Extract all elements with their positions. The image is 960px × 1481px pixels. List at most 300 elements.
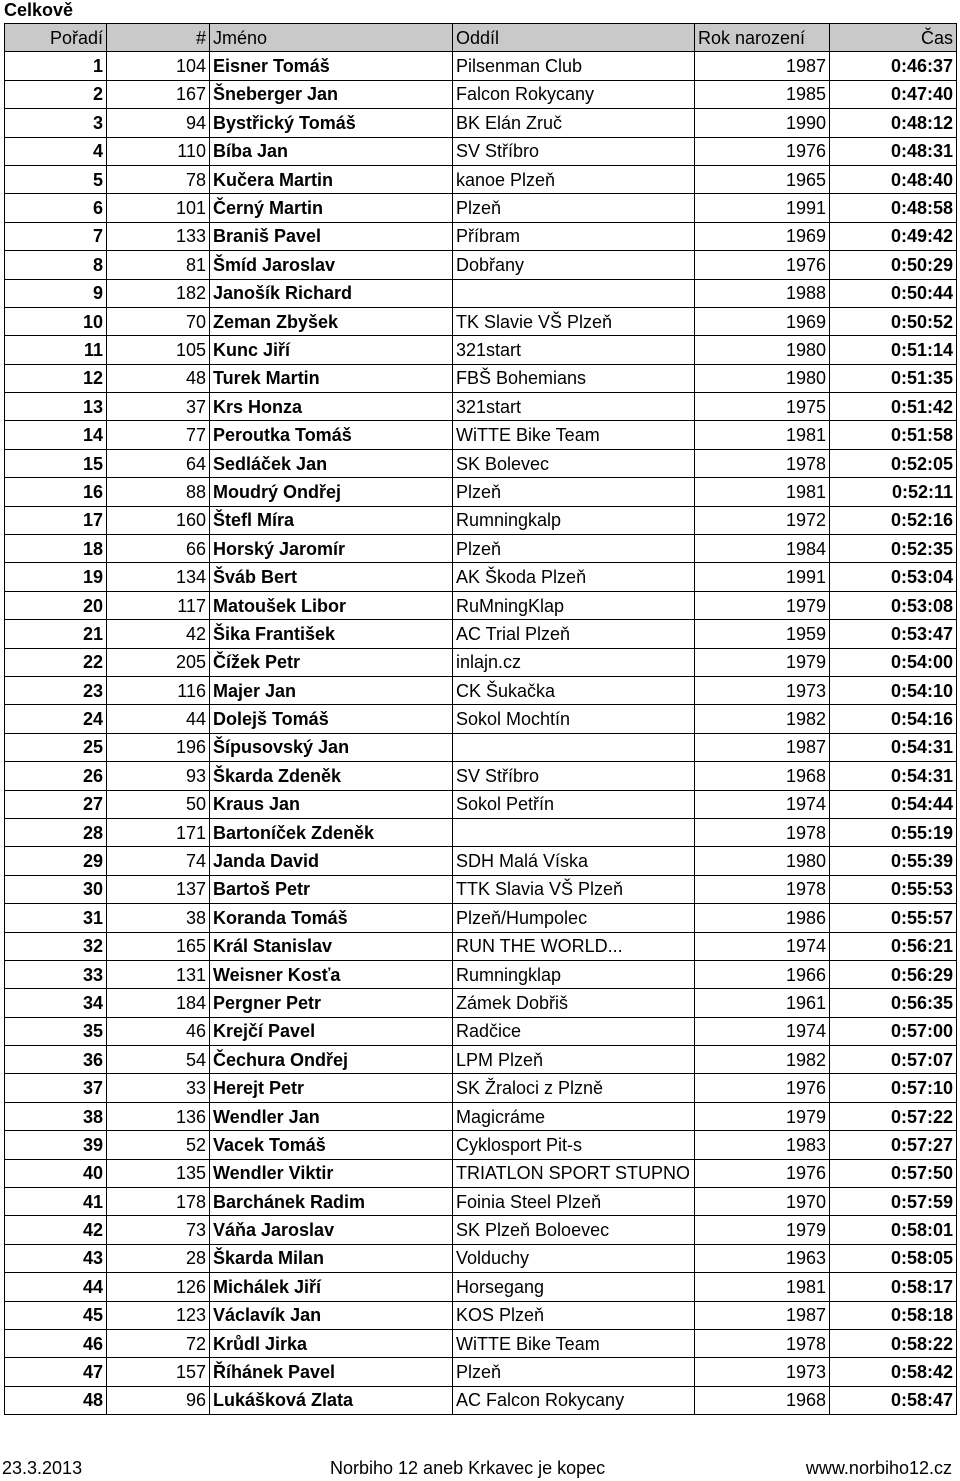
cell-club: Příbram <box>453 222 695 250</box>
table-row <box>5 449 957 477</box>
cell-name: Matoušek Libor <box>210 591 453 619</box>
results-table-body <box>5 52 957 1415</box>
cell-year: 1974 <box>695 790 830 818</box>
cell-time: 0:55:57 <box>830 904 957 932</box>
table-row <box>5 478 957 506</box>
cell-year: 1976 <box>695 251 830 279</box>
cell-rank: 38 <box>5 1102 107 1130</box>
cell-bib: 44 <box>107 705 210 733</box>
cell-time: 0:54:16 <box>830 705 957 733</box>
table-row <box>5 762 957 790</box>
cell-rank: 19 <box>5 563 107 591</box>
cell-club: Dobřany <box>453 251 695 279</box>
cell-time: 0:56:21 <box>830 932 957 960</box>
cell-name: Štefl Míra <box>210 506 453 534</box>
cell-time: 0:58:17 <box>830 1273 957 1301</box>
cell-rank: 40 <box>5 1159 107 1187</box>
table-row <box>5 535 957 563</box>
cell-name: Kučera Martin <box>210 165 453 193</box>
cell-bib: 73 <box>107 1216 210 1244</box>
cell-bib: 171 <box>107 818 210 846</box>
table-row <box>5 251 957 279</box>
cell-rank: 33 <box>5 960 107 988</box>
cell-year: 1976 <box>695 1074 830 1102</box>
table-row <box>5 1102 957 1130</box>
cell-bib: 136 <box>107 1102 210 1130</box>
cell-year: 1973 <box>695 676 830 704</box>
table-row <box>5 109 957 137</box>
cell-year: 1981 <box>695 478 830 506</box>
cell-rank: 24 <box>5 705 107 733</box>
cell-bib: 123 <box>107 1301 210 1329</box>
cell-time: 0:57:50 <box>830 1159 957 1187</box>
cell-rank: 20 <box>5 591 107 619</box>
table-row <box>5 1386 957 1414</box>
cell-club: Plzeň/Humpolec <box>453 904 695 932</box>
results-table <box>4 23 957 1415</box>
cell-name: Šika František <box>210 620 453 648</box>
cell-rank: 26 <box>5 762 107 790</box>
cell-name: Kraus Jan <box>210 790 453 818</box>
cell-time: 0:57:22 <box>830 1102 957 1130</box>
cell-year: 1974 <box>695 932 830 960</box>
cell-name: Bartoníček Zdeněk <box>210 818 453 846</box>
cell-year: 1978 <box>695 1329 830 1357</box>
cell-rank: 1 <box>5 52 107 80</box>
cell-rank: 9 <box>5 279 107 307</box>
cell-time: 0:51:42 <box>830 393 957 421</box>
cell-time: 0:57:27 <box>830 1131 957 1159</box>
footer-website: www.norbiho12.cz <box>805 1458 952 1478</box>
cell-year: 1959 <box>695 620 830 648</box>
cell-bib: 81 <box>107 251 210 279</box>
cell-year: 1975 <box>695 393 830 421</box>
cell-time: 0:57:07 <box>830 1046 957 1074</box>
cell-bib: 117 <box>107 591 210 619</box>
table-row <box>5 1301 957 1329</box>
cell-club: Plzeň <box>453 478 695 506</box>
cell-name: Šmíd Jaroslav <box>210 251 453 279</box>
cell-name: Šneberger Jan <box>210 80 453 108</box>
cell-time: 0:57:00 <box>830 1017 957 1045</box>
cell-name: Dolejš Tomáš <box>210 705 453 733</box>
cell-year: 1980 <box>695 364 830 392</box>
cell-bib: 105 <box>107 336 210 364</box>
cell-name: Kunc Jiří <box>210 336 453 364</box>
cell-year: 1972 <box>695 506 830 534</box>
cell-name: Turek Martin <box>210 364 453 392</box>
cell-rank: 21 <box>5 620 107 648</box>
column-header-bib: # <box>107 24 210 52</box>
cell-bib: 131 <box>107 960 210 988</box>
table-row <box>5 279 957 307</box>
cell-bib: 42 <box>107 620 210 648</box>
table-row <box>5 1329 957 1357</box>
table-row <box>5 989 957 1017</box>
cell-bib: 37 <box>107 393 210 421</box>
table-row <box>5 80 957 108</box>
cell-bib: 38 <box>107 904 210 932</box>
cell-club: AK Škoda Plzeň <box>453 563 695 591</box>
cell-rank: 27 <box>5 790 107 818</box>
cell-bib: 70 <box>107 307 210 335</box>
cell-bib: 48 <box>107 364 210 392</box>
cell-bib: 184 <box>107 989 210 1017</box>
cell-rank: 47 <box>5 1358 107 1386</box>
cell-bib: 110 <box>107 137 210 165</box>
cell-club: Plzeň <box>453 1358 695 1386</box>
cell-year: 1990 <box>695 109 830 137</box>
results-table-header <box>5 24 957 52</box>
cell-club: TRIATLON SPORT STUPNO <box>453 1159 695 1187</box>
cell-year: 1979 <box>695 1102 830 1130</box>
cell-name: Horský Jaromír <box>210 535 453 563</box>
cell-club: SK Žraloci z Plzně <box>453 1074 695 1102</box>
table-row <box>5 307 957 335</box>
cell-club: WiTTE Bike Team <box>453 1329 695 1357</box>
cell-bib: 50 <box>107 790 210 818</box>
cell-rank: 2 <box>5 80 107 108</box>
table-row <box>5 1017 957 1045</box>
cell-club: Sokol Mochtín <box>453 705 695 733</box>
cell-rank: 14 <box>5 421 107 449</box>
cell-rank: 22 <box>5 648 107 676</box>
cell-time: 0:49:42 <box>830 222 957 250</box>
cell-bib: 46 <box>107 1017 210 1045</box>
cell-name: Krs Honza <box>210 393 453 421</box>
cell-bib: 178 <box>107 1188 210 1216</box>
cell-club: SDH Malá Víska <box>453 847 695 875</box>
cell-rank: 8 <box>5 251 107 279</box>
cell-bib: 126 <box>107 1273 210 1301</box>
cell-club: WiTTE Bike Team <box>453 421 695 449</box>
cell-time: 0:55:53 <box>830 875 957 903</box>
cell-name: Eisner Tomáš <box>210 52 453 80</box>
table-row <box>5 1188 957 1216</box>
cell-year: 1979 <box>695 648 830 676</box>
table-row <box>5 648 957 676</box>
table-row <box>5 591 957 619</box>
cell-year: 1966 <box>695 960 830 988</box>
cell-name: Šípusovský Jan <box>210 733 453 761</box>
cell-club: Plzeň <box>453 194 695 222</box>
table-row <box>5 705 957 733</box>
column-header-rank: Pořadí <box>5 24 107 52</box>
column-header-year: Rok narození <box>695 24 830 52</box>
cell-club: RUN THE WORLD... <box>453 932 695 960</box>
cell-club: Cyklosport Pit-s <box>453 1131 695 1159</box>
table-row <box>5 222 957 250</box>
cell-year: 1976 <box>695 137 830 165</box>
cell-year: 1978 <box>695 449 830 477</box>
cell-time: 0:46:37 <box>830 52 957 80</box>
cell-time: 0:51:14 <box>830 336 957 364</box>
table-row <box>5 563 957 591</box>
cell-bib: 165 <box>107 932 210 960</box>
column-header-club: Oddíl <box>453 24 695 52</box>
cell-bib: 157 <box>107 1358 210 1386</box>
cell-time: 0:57:59 <box>830 1188 957 1216</box>
cell-time: 0:52:11 <box>830 478 957 506</box>
table-row <box>5 818 957 846</box>
cell-name: Václavík Jan <box>210 1301 453 1329</box>
table-row <box>5 960 957 988</box>
cell-club: CK Šukačka <box>453 676 695 704</box>
table-row <box>5 393 957 421</box>
cell-club: Foinia Steel Plzeň <box>453 1188 695 1216</box>
cell-year: 1981 <box>695 1273 830 1301</box>
cell-time: 0:54:31 <box>830 762 957 790</box>
cell-rank: 11 <box>5 336 107 364</box>
cell-time: 0:55:39 <box>830 847 957 875</box>
cell-year: 1982 <box>695 705 830 733</box>
cell-rank: 5 <box>5 165 107 193</box>
cell-bib: 116 <box>107 676 210 704</box>
cell-rank: 28 <box>5 818 107 846</box>
cell-name: Koranda Tomáš <box>210 904 453 932</box>
cell-name: Král Stanislav <box>210 932 453 960</box>
cell-year: 1978 <box>695 875 830 903</box>
cell-bib: 96 <box>107 1386 210 1414</box>
cell-bib: 137 <box>107 875 210 903</box>
table-row <box>5 194 957 222</box>
cell-name: Čížek Petr <box>210 648 453 676</box>
cell-bib: 28 <box>107 1244 210 1272</box>
cell-rank: 13 <box>5 393 107 421</box>
table-row <box>5 676 957 704</box>
cell-time: 0:58:22 <box>830 1329 957 1357</box>
cell-club: Sokol Petřín <box>453 790 695 818</box>
cell-name: Škarda Zdeněk <box>210 762 453 790</box>
cell-time: 0:52:16 <box>830 506 957 534</box>
cell-time: 0:48:58 <box>830 194 957 222</box>
cell-name: Říhánek Pavel <box>210 1358 453 1386</box>
cell-name: Peroutka Tomáš <box>210 421 453 449</box>
cell-time: 0:54:31 <box>830 733 957 761</box>
table-row <box>5 421 957 449</box>
table-row <box>5 52 957 80</box>
cell-time: 0:52:35 <box>830 535 957 563</box>
cell-year: 1974 <box>695 1017 830 1045</box>
cell-year: 1986 <box>695 904 830 932</box>
table-row <box>5 733 957 761</box>
table-row <box>5 1216 957 1244</box>
cell-rank: 15 <box>5 449 107 477</box>
cell-name: Wendler Viktir <box>210 1159 453 1187</box>
cell-club: Rumningkalp <box>453 506 695 534</box>
cell-bib: 133 <box>107 222 210 250</box>
cell-year: 1976 <box>695 1159 830 1187</box>
table-row <box>5 875 957 903</box>
cell-rank: 25 <box>5 733 107 761</box>
cell-bib: 77 <box>107 421 210 449</box>
table-row <box>5 904 957 932</box>
cell-time: 0:58:05 <box>830 1244 957 1272</box>
cell-year: 1980 <box>695 336 830 364</box>
cell-time: 0:53:47 <box>830 620 957 648</box>
cell-time: 0:50:44 <box>830 279 957 307</box>
cell-year: 1979 <box>695 591 830 619</box>
cell-time: 0:58:47 <box>830 1386 957 1414</box>
cell-name: Michálek Jiří <box>210 1273 453 1301</box>
cell-club: FBŠ Bohemians <box>453 364 695 392</box>
cell-club: SV Stříbro <box>453 137 695 165</box>
cell-year: 1969 <box>695 222 830 250</box>
cell-bib: 78 <box>107 165 210 193</box>
cell-rank: 41 <box>5 1188 107 1216</box>
cell-name: Pergner Petr <box>210 989 453 1017</box>
cell-name: Vacek Tomáš <box>210 1131 453 1159</box>
cell-time: 0:53:04 <box>830 563 957 591</box>
cell-year: 1985 <box>695 80 830 108</box>
table-row <box>5 790 957 818</box>
cell-year: 1987 <box>695 52 830 80</box>
cell-year: 1983 <box>695 1131 830 1159</box>
cell-year: 1969 <box>695 307 830 335</box>
cell-club: SK Plzeň Boloevec <box>453 1216 695 1244</box>
cell-name: Zeman Zbyšek <box>210 307 453 335</box>
cell-club: AC Trial Plzeň <box>453 620 695 648</box>
cell-rank: 29 <box>5 847 107 875</box>
cell-club: KOS Plzeň <box>453 1301 695 1329</box>
cell-name: Moudrý Ondřej <box>210 478 453 506</box>
cell-bib: 160 <box>107 506 210 534</box>
cell-rank: 23 <box>5 676 107 704</box>
cell-rank: 16 <box>5 478 107 506</box>
cell-club: Plzeň <box>453 535 695 563</box>
cell-year: 1965 <box>695 165 830 193</box>
cell-year: 1963 <box>695 1244 830 1272</box>
cell-club: Pilsenman Club <box>453 52 695 80</box>
cell-name: Wendler Jan <box>210 1102 453 1130</box>
table-row <box>5 1273 957 1301</box>
cell-year: 1981 <box>695 421 830 449</box>
cell-time: 0:52:05 <box>830 449 957 477</box>
table-row <box>5 1131 957 1159</box>
cell-club: BK Elán Zruč <box>453 109 695 137</box>
cell-year: 1968 <box>695 762 830 790</box>
cell-year: 1991 <box>695 563 830 591</box>
cell-rank: 6 <box>5 194 107 222</box>
cell-rank: 12 <box>5 364 107 392</box>
cell-rank: 3 <box>5 109 107 137</box>
cell-bib: 196 <box>107 733 210 761</box>
column-header-time: Čas <box>830 24 957 52</box>
page-title: Celkově <box>4 0 74 20</box>
cell-club: SV Stříbro <box>453 762 695 790</box>
cell-bib: 94 <box>107 109 210 137</box>
cell-rank: 7 <box>5 222 107 250</box>
cell-name: Šváb Bert <box>210 563 453 591</box>
cell-rank: 34 <box>5 989 107 1017</box>
cell-rank: 35 <box>5 1017 107 1045</box>
cell-year: 1987 <box>695 1301 830 1329</box>
cell-club: SK Bolevec <box>453 449 695 477</box>
cell-bib: 135 <box>107 1159 210 1187</box>
cell-club: kanoe Plzeň <box>453 165 695 193</box>
cell-club: 321start <box>453 393 695 421</box>
cell-time: 0:48:12 <box>830 109 957 137</box>
cell-name: Bartoš Petr <box>210 875 453 903</box>
cell-bib: 101 <box>107 194 210 222</box>
cell-name: Čechura Ondřej <box>210 1046 453 1074</box>
cell-year: 1987 <box>695 733 830 761</box>
table-row <box>5 1358 957 1386</box>
cell-time: 0:58:01 <box>830 1216 957 1244</box>
cell-time: 0:56:35 <box>830 989 957 1017</box>
cell-rank: 18 <box>5 535 107 563</box>
cell-club: RuMningKlap <box>453 591 695 619</box>
cell-year: 1968 <box>695 1386 830 1414</box>
cell-club: Magicráme <box>453 1102 695 1130</box>
cell-bib: 88 <box>107 478 210 506</box>
table-row <box>5 165 957 193</box>
cell-time: 0:58:42 <box>830 1358 957 1386</box>
cell-club: Zámek Dobřiš <box>453 989 695 1017</box>
cell-name: Lukášková Zlata <box>210 1386 453 1414</box>
cell-rank: 30 <box>5 875 107 903</box>
cell-bib: 134 <box>107 563 210 591</box>
cell-year: 1984 <box>695 535 830 563</box>
cell-bib: 72 <box>107 1329 210 1357</box>
cell-name: Braniš Pavel <box>210 222 453 250</box>
column-header-name: Jméno <box>210 24 453 52</box>
cell-bib: 182 <box>107 279 210 307</box>
cell-time: 0:56:29 <box>830 960 957 988</box>
cell-year: 1982 <box>695 1046 830 1074</box>
cell-club: 321start <box>453 336 695 364</box>
cell-year: 1961 <box>695 989 830 1017</box>
cell-name: Majer Jan <box>210 676 453 704</box>
header-row <box>5 24 957 52</box>
cell-club: TTK Slavia VŠ Plzeň <box>453 875 695 903</box>
cell-time: 0:54:44 <box>830 790 957 818</box>
cell-rank: 32 <box>5 932 107 960</box>
cell-rank: 46 <box>5 1329 107 1357</box>
cell-rank: 37 <box>5 1074 107 1102</box>
cell-time: 0:57:10 <box>830 1074 957 1102</box>
footer-date: 23.3.2013 <box>2 1458 83 1478</box>
cell-name: Janošík Richard <box>210 279 453 307</box>
cell-bib: 167 <box>107 80 210 108</box>
cell-club <box>453 818 695 846</box>
cell-name: Váňa Jaroslav <box>210 1216 453 1244</box>
cell-club: Horsegang <box>453 1273 695 1301</box>
cell-bib: 33 <box>107 1074 210 1102</box>
cell-bib: 64 <box>107 449 210 477</box>
table-row <box>5 1046 957 1074</box>
table-row <box>5 620 957 648</box>
cell-time: 0:50:52 <box>830 307 957 335</box>
cell-rank: 43 <box>5 1244 107 1272</box>
table-row <box>5 1074 957 1102</box>
cell-time: 0:48:31 <box>830 137 957 165</box>
cell-rank: 17 <box>5 506 107 534</box>
table-row <box>5 506 957 534</box>
cell-club: inlajn.cz <box>453 648 695 676</box>
cell-time: 0:54:10 <box>830 676 957 704</box>
cell-bib: 205 <box>107 648 210 676</box>
cell-rank: 31 <box>5 904 107 932</box>
cell-year: 1988 <box>695 279 830 307</box>
cell-time: 0:54:00 <box>830 648 957 676</box>
cell-club: Falcon Rokycany <box>453 80 695 108</box>
cell-club: Radčice <box>453 1017 695 1045</box>
cell-name: Bíba Jan <box>210 137 453 165</box>
cell-year: 1973 <box>695 1358 830 1386</box>
cell-name: Weisner Kosťa <box>210 960 453 988</box>
cell-bib: 54 <box>107 1046 210 1074</box>
